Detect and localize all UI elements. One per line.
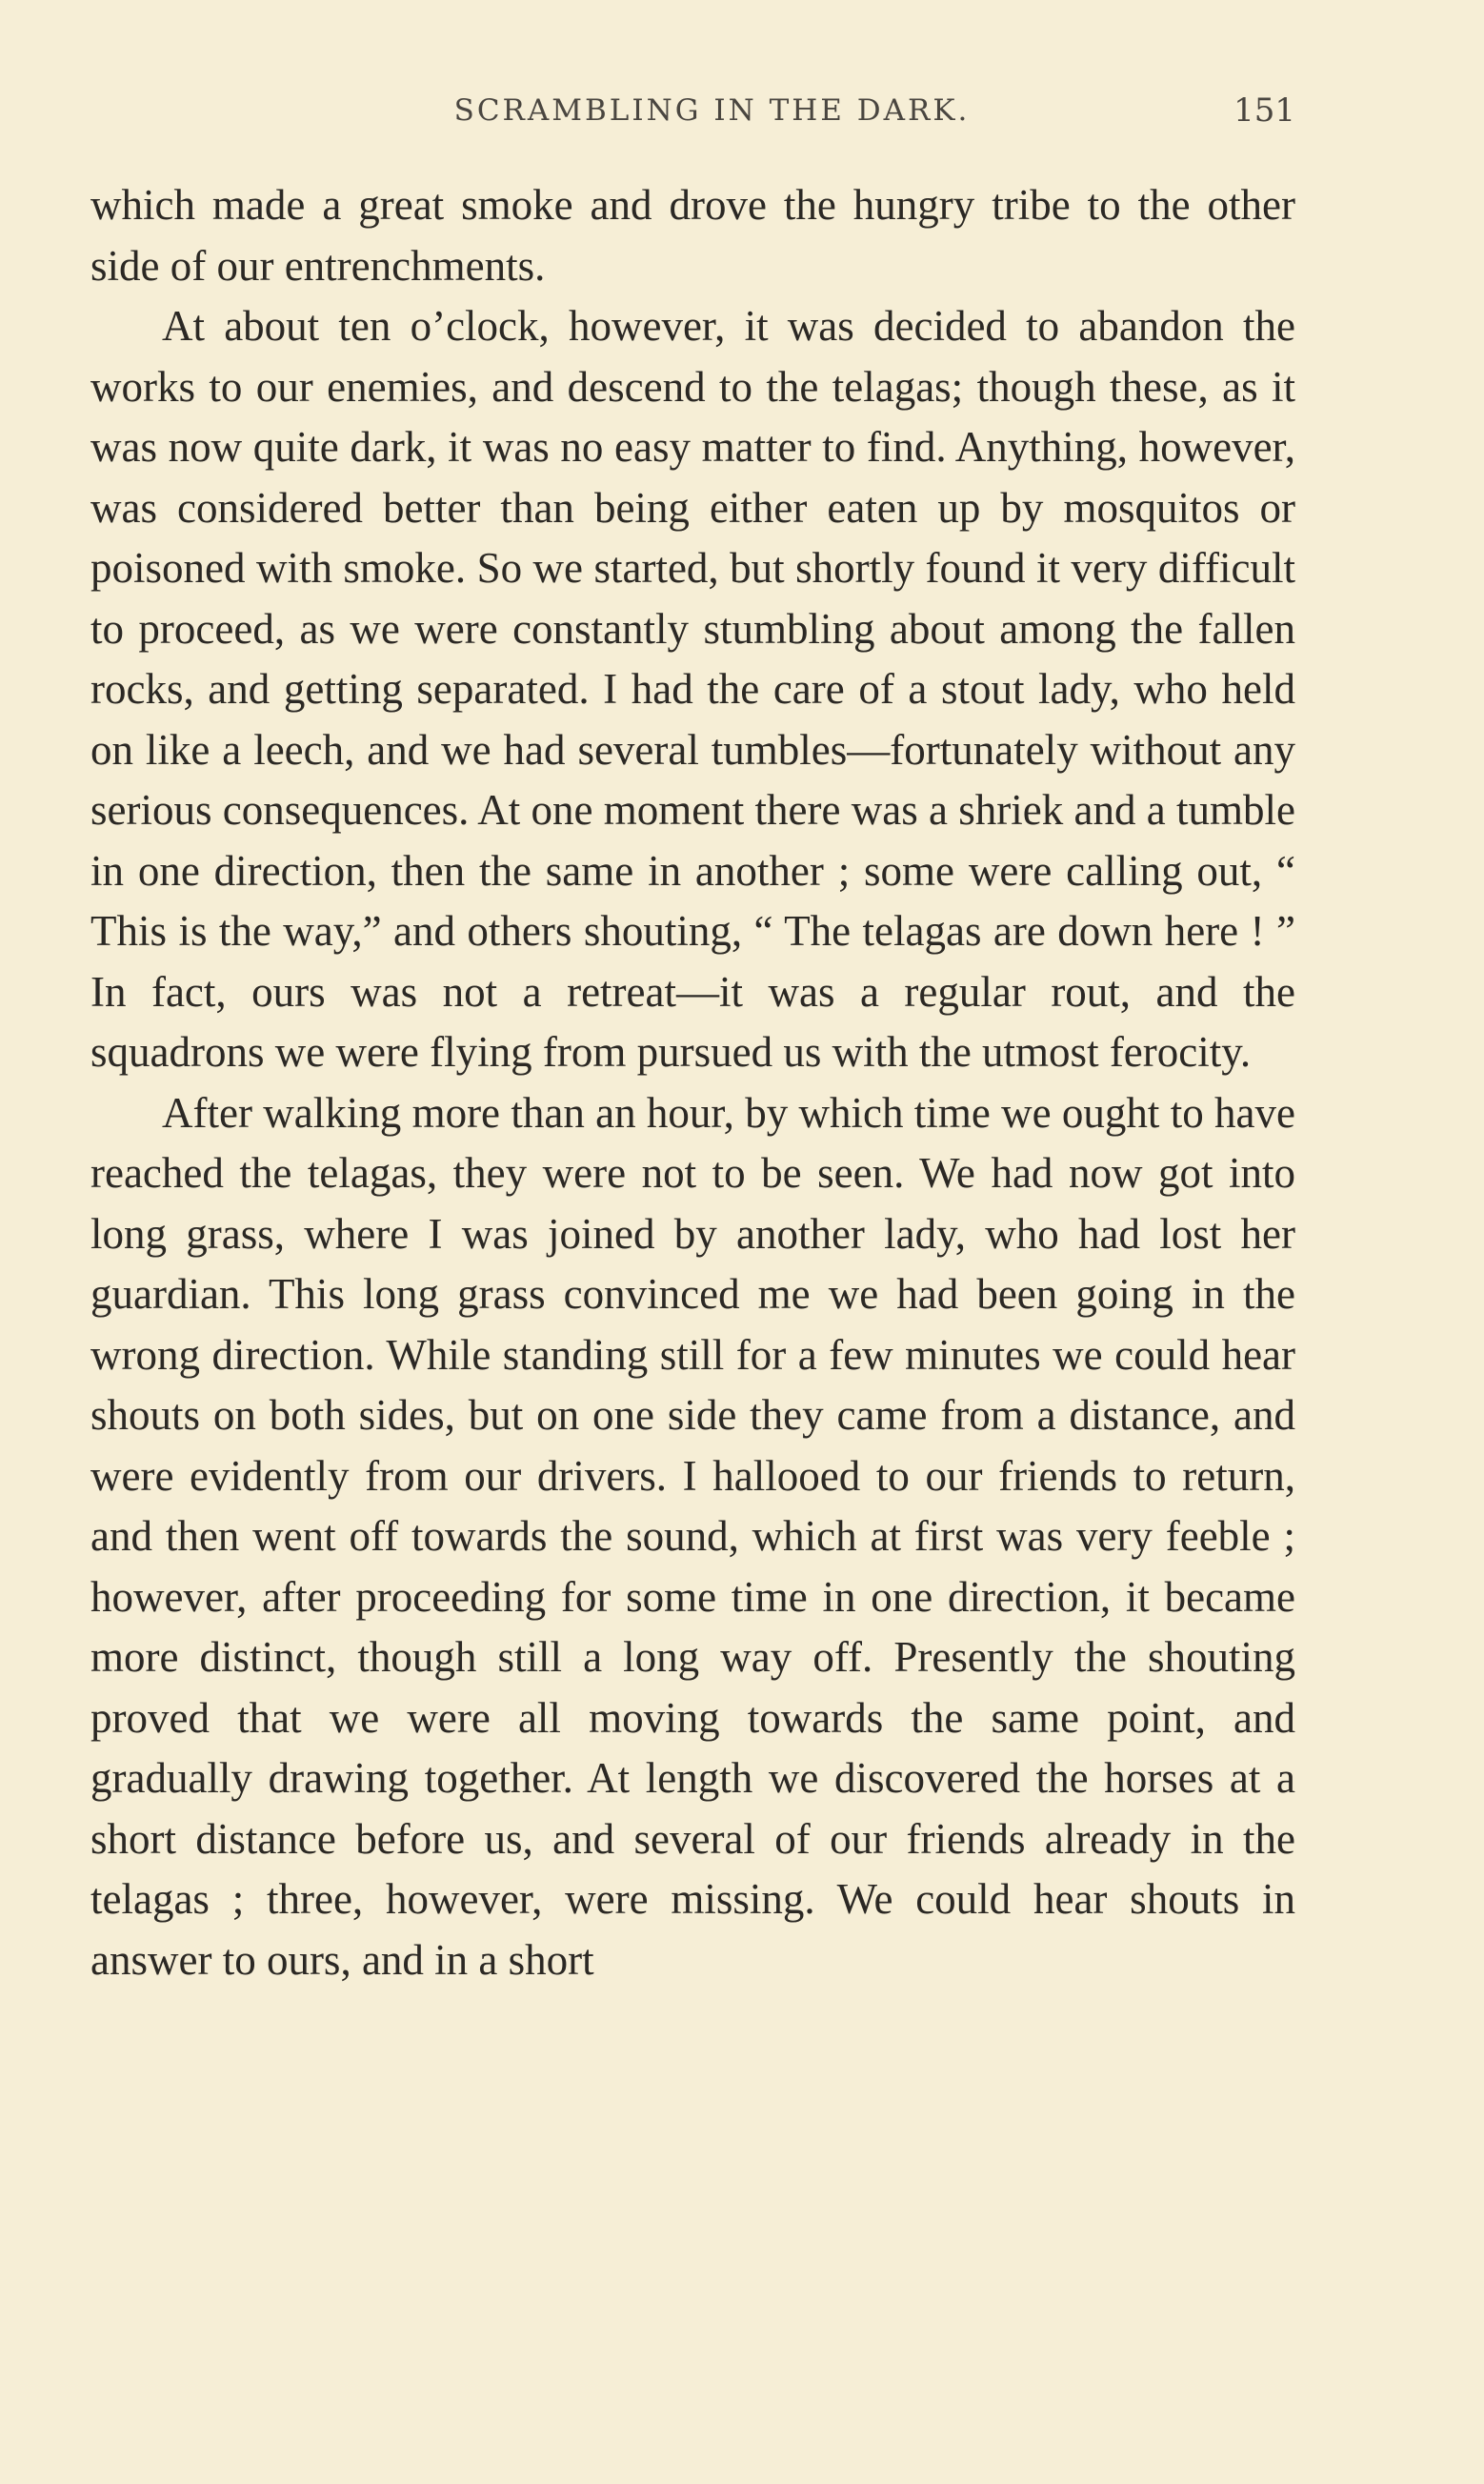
running-head: [90, 82, 1295, 139]
page-number: 151: [1233, 91, 1295, 130]
running-title: SCRAMBLING IN THE DARK.: [453, 93, 971, 128]
paragraph: At about ten o’clock, however, it was decided to abandon the works to our enemies, and descend to the telagas; though these, as it was now quite dark, it was no easy matter to find. Anything, however, was considered better than being either eaten up by mosquitos or poisoned with smoke. So we started, but shortly found it very difficult to proceed, as we were constantly stumbling about among the fallen rocks, and getting separated. I had the care of a stout lady, who held on like a leech, and we had several tumbles—fortunately without any serious consequences. At one moment there was a shriek and a tumble in one direction, then the same in another ; some were calling out, “ This is the way,” and others shouting, “ The telagas are down here ! ” In fact, ours was not a retreat—it was a regular rout, and the squadrons we were flying from pursued us with the utmost ferocity.: [90, 302, 1295, 1076]
paragraph-continued: which made a great smoke and drove the hungry tribe to the other side of our entrenchments.: [90, 181, 1295, 290]
paragraph: After walking more than an hour, by which time we ought to have reached the telagas, they were not to be seen. We had now got into long grass, where I was joined by another lady, who had lost her guardian. This long grass convinced me we had been going in the wrong direction. While standing still for a few minutes we could hear shouts on both sides, but on one side they came from a distance, and were evidently from our drivers. I hallooed to our friends to return, and then went off towards the sound, which at first was very feeble ; however, after proceeding for some time in one direction, it became more distinct, though still a long way off. Presently the shouting proved that we were all moving towards the same point, and gradually drawing together. At length we discovered the horses at a short distance before us, and several of our friends already in the telagas ; three, however, were missing. We could hear shouts in answer to ours, and in a short: [90, 1088, 1295, 1984]
body-text: [90, 175, 1295, 1990]
